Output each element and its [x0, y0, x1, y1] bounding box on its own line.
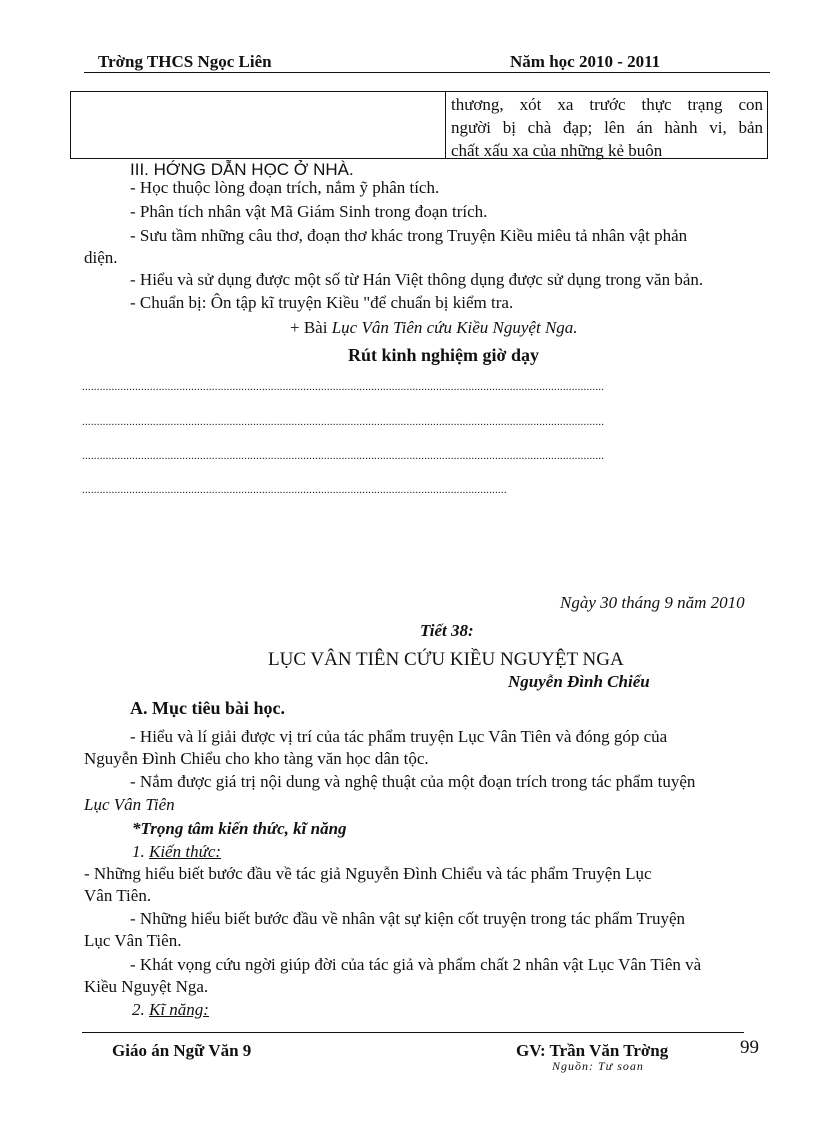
section-a-label: A. Mục tiêu bài học. — [130, 698, 285, 718]
knowledge-line: - Khát vọng cứu ngời giúp đời của tác giả và phẩm chất 2 nhân vật Lục Vân Tiên và — [130, 955, 702, 974]
table-line: thương, xót xa trước thực trạng con — [451, 95, 763, 114]
skills-label: Kĩ năng: — [149, 1000, 209, 1019]
homework-item: - Phân tích nhân vật Mã Giám Sinh trong đoạn trích. — [130, 202, 488, 221]
objective-line: Nguyễn Đình Chiểu cho kho tàng văn học dân tộc. — [84, 749, 429, 768]
footer-teacher: GV: Trần Văn Trờng — [516, 1041, 669, 1060]
table-fragment — [70, 91, 768, 159]
homework-item: - Sưu tầm những câu thơ, đoạn thơ khác trong Truyện Kiều miêu tả nhân vật phản — [130, 226, 688, 245]
next-lesson-prefix: + Bài — [290, 318, 332, 337]
section-a-title — [130, 698, 285, 719]
objective-line: Lục Vân Tiên — [84, 795, 175, 814]
knowledge-line: Lục Vân Tiên. — [84, 931, 182, 950]
header-school: Trờng THCS Ngọc Liên — [98, 52, 272, 71]
footer-left: Giáo án Ngữ Văn 9 — [112, 1041, 252, 1060]
reflection-title: Rút kinh nghiệm giờ dạy — [348, 345, 540, 365]
dotted-line: ................................................................................................................................................................................. — [82, 450, 605, 462]
homework-title: III. HỚNG DẪN HỌC Ở NHÀ. — [130, 160, 354, 179]
skills-num: 2. — [132, 1000, 149, 1019]
knowledge-line: - Những hiểu biết bước đầu về tác giả Nguyễn Đình Chiểu và tác phẩm Truyện Lục — [84, 864, 652, 883]
homework-item: diện. — [84, 248, 118, 267]
objective-line: - Hiểu và lí giải được vị trí của tác phẩm truyện Lục Vân Tiên và đóng góp của — [130, 727, 668, 746]
footer-rule — [82, 1032, 744, 1033]
table-line: chất xấu xa của những kẻ buôn — [451, 141, 663, 160]
knowledge-heading — [132, 842, 221, 862]
focus-title: *Trọng tâm kiến thức, kĩ năng — [132, 819, 347, 838]
objective-line: - Nắm được giá trị nội dung và nghệ thuật của một đoạn trích trong tác phẩm tuyện — [130, 772, 696, 791]
lesson-period: Tiết 38: — [420, 621, 474, 640]
next-lesson — [290, 318, 578, 338]
header-year: Năm học 2010 - 2011 — [510, 52, 661, 71]
table-cell-text — [451, 93, 763, 162]
knowledge-line: Vân Tiên. — [84, 886, 152, 905]
next-lesson-title: Lục Vân Tiên cứu Kiều Nguyệt Nga. — [331, 318, 578, 337]
knowledge-line: - Những hiểu biết bước đầu về nhân vật sự kiện cốt truyện trong tác phẩm Truyện — [130, 909, 686, 928]
lesson-title: LỤC VÂN TIÊN CỨU KIỀU NGUYỆT NGA — [268, 649, 624, 670]
header-rule — [84, 72, 770, 73]
lesson-author: Nguyễn Đình Chiểu — [508, 672, 650, 691]
skills-heading — [132, 1000, 209, 1020]
homework-item: - Hiểu và sử dụng được một số từ Hán Việt thông dụng được sử dụng trong văn bản. — [130, 270, 704, 289]
homework-item: - Chuẩn bị: Ôn tập kĩ truyện Kiều "để chuẩn bị kiểm tra. — [130, 293, 514, 312]
page-number: 99 — [740, 1037, 759, 1058]
lesson-date: Ngày 30 tháng 9 năm 2010 — [560, 593, 745, 612]
dotted-line: ................................................................................................................................................................................. — [82, 416, 605, 428]
knowledge-line: Kiều Nguyệt Nga. — [84, 977, 209, 996]
knowledge-num: 1. — [132, 842, 149, 861]
knowledge-label: Kiến thức: — [149, 842, 222, 861]
table-divider — [445, 92, 446, 158]
footer-source: Nguồn: Tư soan — [552, 1059, 644, 1073]
dotted-line: ................................................................................................................................................ — [82, 484, 507, 496]
table-line: người bị chà đạp; lên án hành vi, bản — [451, 118, 763, 137]
homework-item: - Học thuộc lòng đoạn trích, nắm ỹ phân tích. — [130, 178, 440, 197]
dotted-line: ................................................................................................................................................................................. — [82, 381, 605, 393]
